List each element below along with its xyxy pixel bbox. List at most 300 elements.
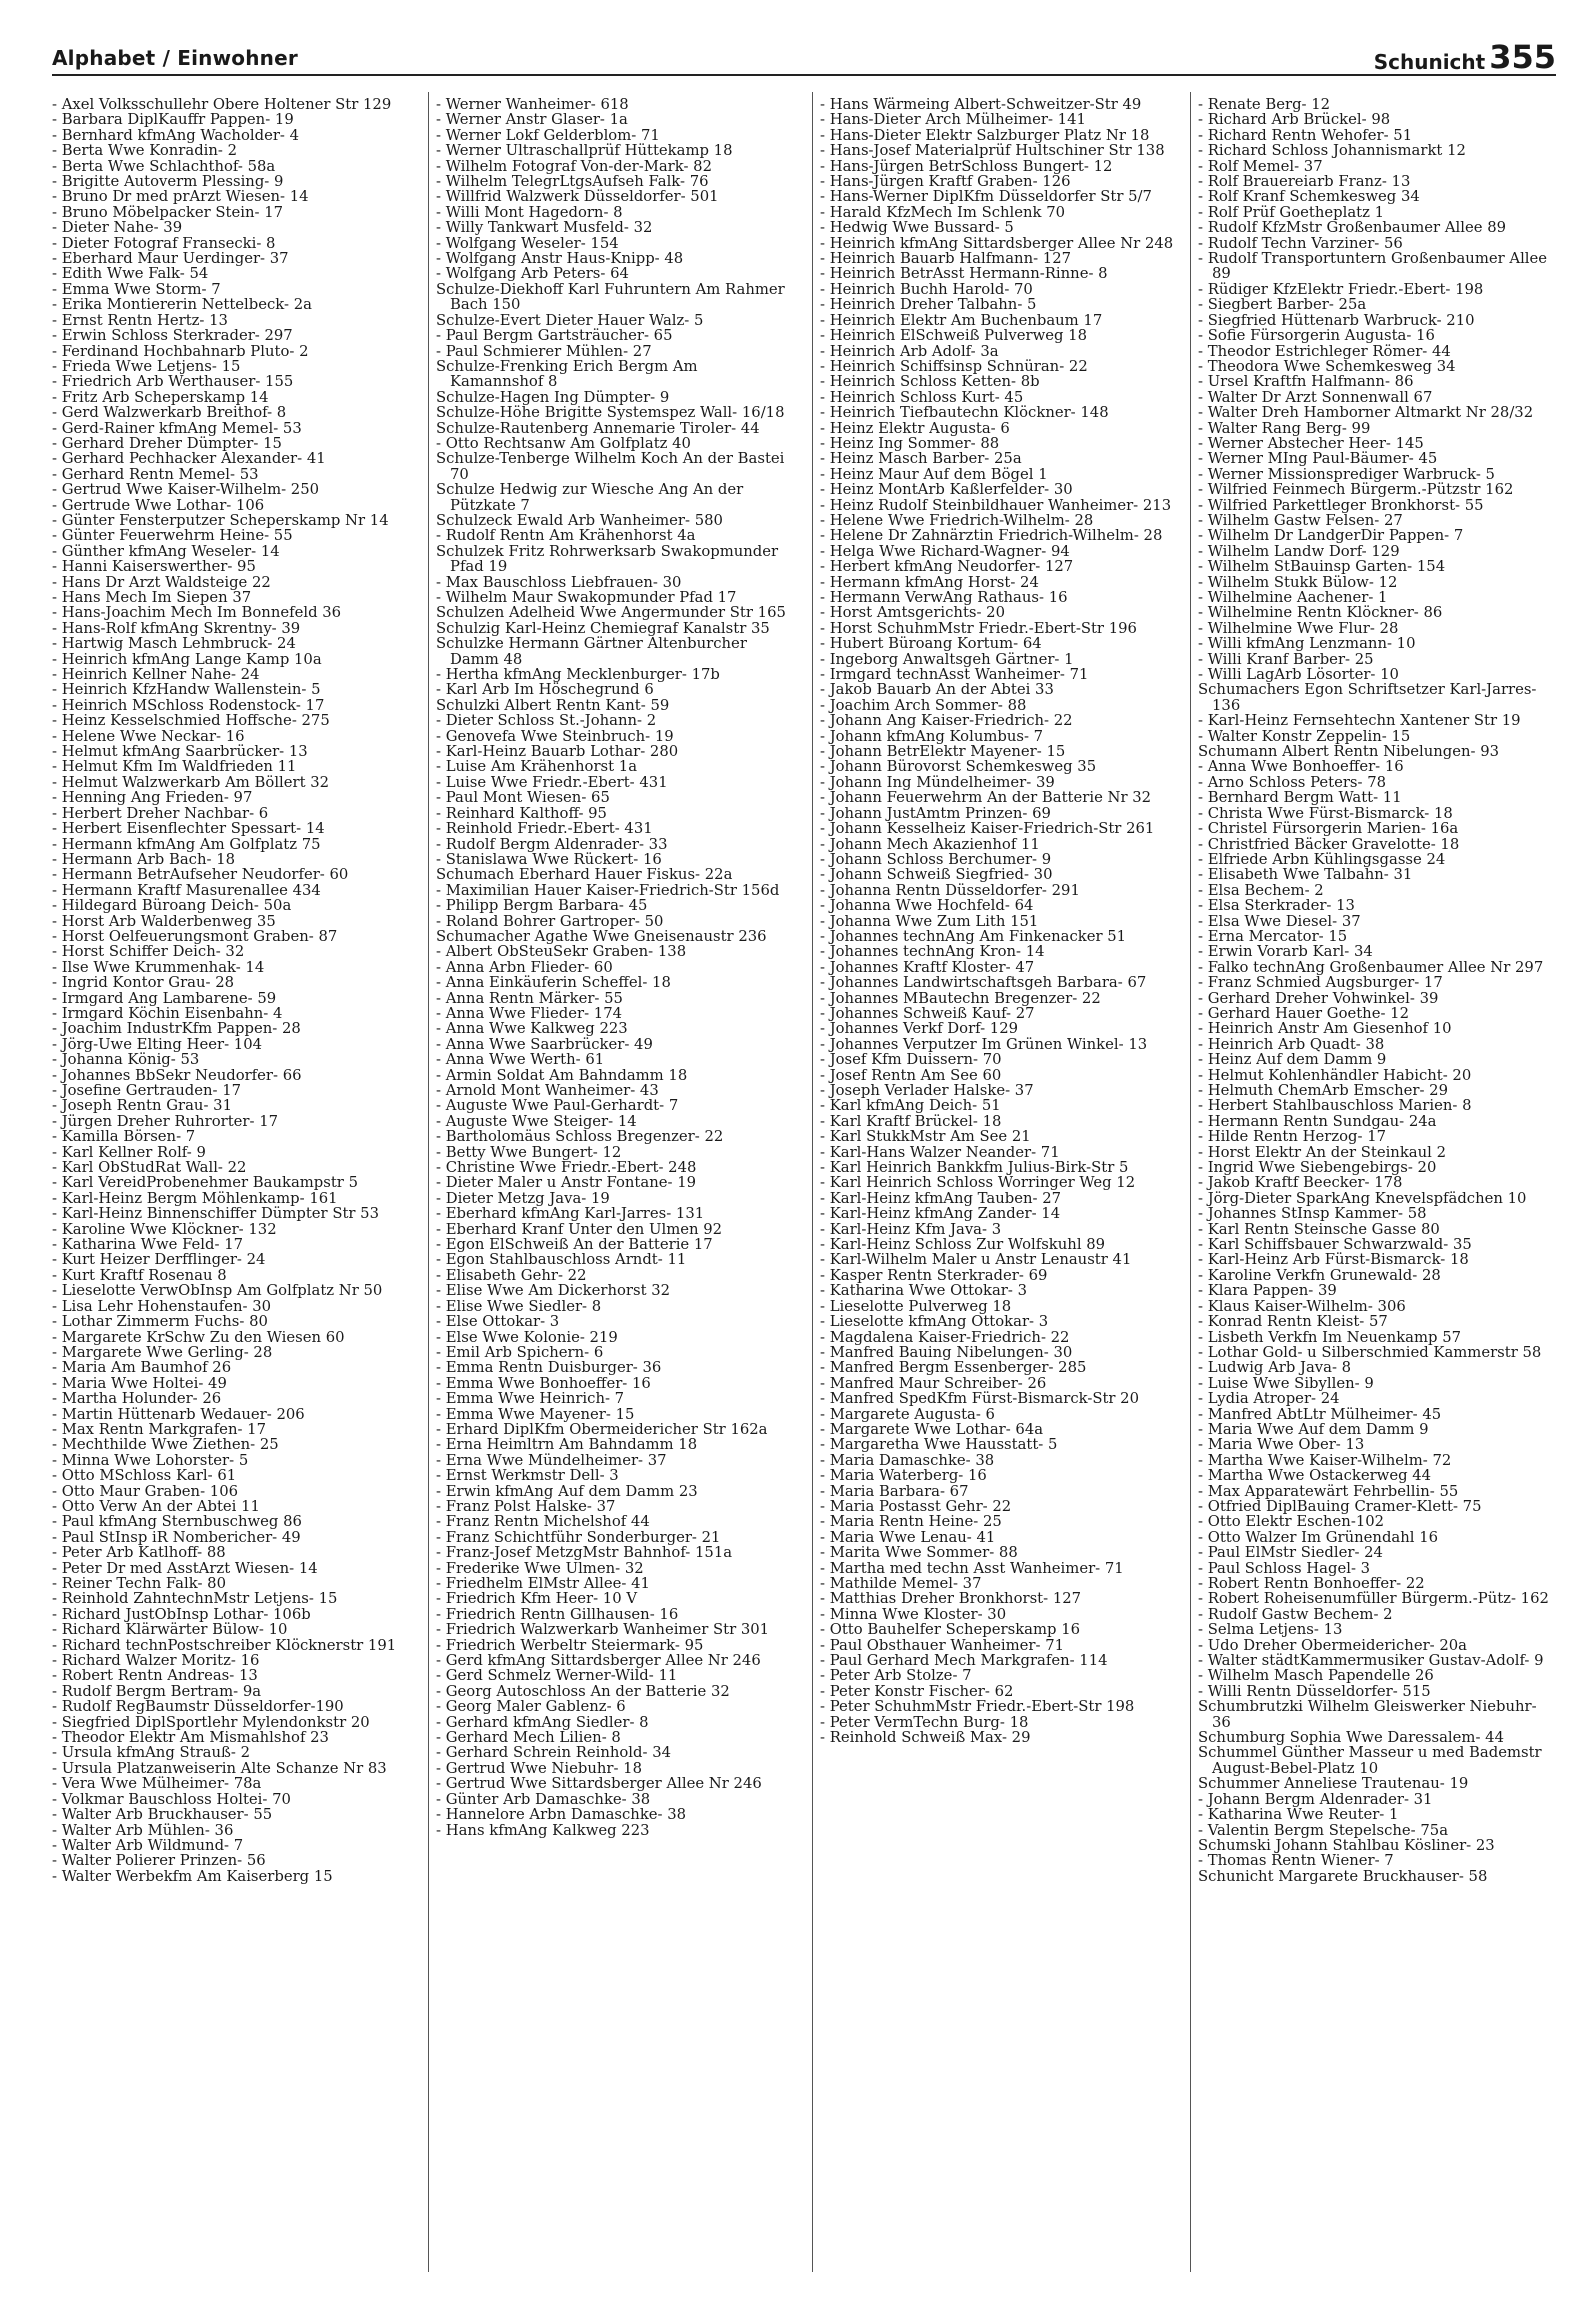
directory-entry: - Willi LagArb Lösorter- 10 (1198, 666, 1399, 684)
directory-entry: - Wilhelm TelegrLtgsAufseh Falk- 76 (436, 173, 709, 191)
directory-entry: - Heinrich Arb Quadt- 38 (1198, 1035, 1385, 1053)
directory-entry: - Emma Wwe Mayener- 15 (436, 1405, 635, 1423)
directory-entry: - Hartwig Masch Lehmbruck- 24 (52, 635, 296, 653)
directory-entry: - Margarete Wwe Gerling- 28 (52, 1343, 273, 1361)
directory-entry: - Rudolf RegBaumstr Düsseldorfer-190 (52, 1698, 344, 1716)
directory-entry: - Willi kfmAng Lenzmann- 10 (1198, 635, 1416, 653)
directory-entry: - Wilhelmine Rentn Klöckner- 86 (1198, 604, 1443, 622)
directory-entry: - Manfred SpedKfm Fürst-Bismarck-Str 20 (820, 1390, 1140, 1408)
directory-entry: - Walter Konstr Zeppelin- 15 (1198, 727, 1411, 745)
directory-entry: - Johann Schweiß Siegfried- 30 (820, 866, 1053, 884)
directory-entry: - Siegfried DiplSportlehr Mylendonkstr 20 (52, 1713, 370, 1731)
directory-entry: - Helmut Kohlenhändler Habicht- 20 (1198, 1066, 1472, 1084)
directory-entry: - Robert Roheisenumfüller Bürgerm.-Pütz- 162 (1198, 1590, 1549, 1608)
directory-entry: - Ingrid Wwe Siebengebirgs- 20 (1198, 1159, 1437, 1177)
directory-entry: - Thomas Rentn Wiener- 7 (1198, 1852, 1394, 1870)
directory-entry: - Hans Wärmeing Albert-Schweitzer-Str 49 (820, 96, 1142, 113)
directory-entry: - Friedrich Walzwerkarb Wanheimer Str 301 (436, 1621, 770, 1639)
directory-column-4 (1198, 97, 1554, 1884)
directory-entry: - Karl StukkMstr Am See 21 (820, 1128, 1031, 1146)
directory-entry: - Ferdinand Hochbahnarb Pluto- 2 (52, 342, 309, 360)
directory-entry: - Ursel Kraftfn Halfmann- 86 (1198, 373, 1414, 391)
directory-entry: - Günter Arb Damaschke- 38 (436, 1790, 651, 1808)
directory-entry: - Lisbeth Verkfn Im Neuenkamp 57 (1198, 1328, 1462, 1346)
directory-entry: - Egon Stahlbauschloss Arndt- 11 (436, 1251, 687, 1269)
directory-entry: - Brigitte Autoverm Plessing- 9 (52, 173, 284, 191)
directory-entry: - Erna Heimltrn Am Bahndamm 18 (436, 1436, 698, 1454)
directory-entry: - Helmuth ChemArb Emscher- 29 (1198, 1082, 1449, 1099)
directory-entry: - Christine Wwe Friedr.-Ebert- 248 (436, 1159, 697, 1177)
directory-entry: - Bartholomäus Schloss Bregenzer- 22 (436, 1128, 724, 1146)
directory-entry: - Rudolf Techn Varziner- 56 (1198, 234, 1403, 252)
directory-entry: - Elise Wwe Am Dickerhorst 32 (436, 1282, 671, 1300)
directory-entry: - Dieter Maler u Anstr Fontane- 19 (436, 1174, 697, 1192)
directory-entry: Schummel Günther Masseur u med Bademstr August-Bebel-Platz 10 (1198, 1744, 1542, 1777)
directory-entry: - Wolfgang Arb Peters- 64 (436, 265, 629, 283)
directory-entry: - Heinrich MSchloss Rodenstock- 17 (52, 696, 325, 714)
running-head-word: Schunicht (1373, 50, 1486, 74)
directory-entry: - Renate Berg- 12 (1198, 96, 1331, 113)
directory-entry: - Hermann kfmAng Horst- 24 (820, 573, 1039, 591)
directory-entry: - Anna Wwe Werth- 61 (436, 1051, 605, 1069)
directory-entry: - Lothar Gold- u Silberschmied Kammerstr 58 (1198, 1343, 1542, 1361)
directory-entry: - Hertha kfmAng Mecklenburger- 17b (436, 666, 720, 684)
directory-entry: - Werner Abstecher Heer- 145 (1198, 434, 1424, 452)
directory-entry: - Roland Bohrer Gartroper- 50 (436, 912, 664, 930)
directory-entry: - Horst Amtsgerichts- 20 (820, 604, 1006, 622)
directory-entry: - Katharina Wwe Feld- 17 (52, 1236, 244, 1254)
directory-entry: - Rüdiger KfzElektr Friedr.-Ebert- 198 (1198, 280, 1484, 298)
directory-entry: - Heinz Elektr Augusta- 6 (820, 419, 1010, 437)
directory-entry: - Mathilde Memel- 37 (820, 1575, 982, 1592)
directory-entry: - Martha Wwe Kaiser-Wilhelm- 72 (1198, 1451, 1452, 1469)
directory-entry: - Luise Wwe Sibyllen- 9 (1198, 1374, 1374, 1392)
directory-entry: - Johann Ang Kaiser-Friedrich- 22 (820, 712, 1073, 730)
directory-entry: - Walter Werbekfm Am Kaiserberg 15 (52, 1867, 333, 1885)
directory-entry: - Max Apparatewärt Fehrbellin- 55 (1198, 1482, 1459, 1500)
directory-entry: - Gertrud Wwe Kaiser-Wilhelm- 250 (52, 481, 320, 499)
directory-entry: - Else Ottokar- 3 (436, 1313, 560, 1331)
directory-entry: - Johanna Wwe Zum Lith 151 (820, 912, 1039, 930)
directory-entry: - Helene Wwe Friedrich-Wilhelm- 28 (820, 511, 1094, 529)
directory-entry: - Rudolf Bergm Bertram- 9a (52, 1682, 262, 1700)
directory-entry: Schulzen Adelheid Wwe Angermunder Str 165 (436, 604, 786, 622)
directory-entry: - Philipp Bergm Barbara- 45 (436, 897, 648, 915)
directory-entry: - Gerhard Mech Lilien- 8 (436, 1729, 621, 1747)
directory-entry: - Maximilian Hauer Kaiser-Friedrich-Str 156d (436, 881, 780, 899)
directory-entry: - Herbert kfmAng Neudorfer- 127 (820, 558, 1074, 576)
directory-entry: - Willi Kranf Barber- 25 (1198, 650, 1374, 668)
directory-entry: - Heinz MontArb Kaßlerfelder- 30 (820, 481, 1073, 499)
directory-entry: - Richard Walzer Moritz- 16 (52, 1652, 260, 1670)
directory-entry: - Maria Postasst Gehr- 22 (820, 1497, 1012, 1515)
directory-entry: - Reinhold ZahntechnMstr Letjens- 15 (52, 1590, 338, 1608)
directory-entry: - Paul Schloss Hagel- 3 (1198, 1559, 1371, 1577)
directory-column-2 (436, 97, 792, 1838)
directory-entry: - Johannes BbSekr Neudorfer- 66 (52, 1066, 302, 1084)
directory-entry: - Karl Schiffsbauer Schwarzwald- 35 (1198, 1236, 1472, 1254)
directory-entry: - Wilhelmine Wwe Flur- 28 (1198, 619, 1399, 637)
directory-entry: - Hans-Jürgen Kraftf Graben- 126 (820, 173, 1071, 191)
directory-entry: - Karl-Wilhelm Maler u Anstr Lenaustr 41 (820, 1251, 1132, 1269)
directory-entry: - Peter Dr med AsstArzt Wiesen- 14 (52, 1559, 318, 1577)
directory-entry: Schulzeck Ewald Arb Wanheimer- 580 (436, 511, 723, 529)
directory-entry: - Elsa Wwe Diesel- 37 (1198, 912, 1361, 930)
directory-entry: - Gertrud Wwe Niebuhr- 18 (436, 1759, 642, 1777)
directory-entry: - Heinrich Schiffsinsp Schnüran- 22 (820, 357, 1088, 375)
directory-entry: - Peter Arb Stolze- 7 (820, 1667, 972, 1685)
directory-entry: - Wilhelm Fotograf Von-der-Mark- 82 (436, 157, 712, 175)
directory-entry: - Anna Rentn Märker- 55 (436, 989, 623, 1007)
directory-entry: - Anna Wwe Bonhoeffer- 16 (1198, 758, 1404, 776)
directory-entry: - Rudolf Bergm Aldenrader- 33 (436, 835, 668, 853)
directory-entry: - Rolf Memel- 37 (1198, 157, 1323, 175)
directory-entry: - Karl Kellner Rolf- 9 (52, 1143, 206, 1161)
directory-entry: - Katharina Wwe Reuter- 1 (1198, 1806, 1399, 1824)
directory-entry: - Wilhelm Masch Papendelle 26 (1198, 1667, 1434, 1685)
directory-entry: - Otto Verw An der Abtei 11 (52, 1497, 260, 1515)
directory-entry: - Martha Holunder- 26 (52, 1390, 222, 1408)
directory-entry: - Martha Wwe Ostackerweg 44 (1198, 1467, 1432, 1485)
directory-entry: - Paul Mont Wiesen- 65 (436, 789, 610, 807)
directory-entry: - Walter Polierer Prinzen- 56 (52, 1852, 266, 1870)
directory-entry: - Rolf Kranf Schemkesweg 34 (1198, 188, 1420, 206)
directory-entry: - Heinrich kfmAng Lange Kamp 10a (52, 650, 322, 668)
directory-entry: - Hans-Jürgen BetrSchloss Bungert- 12 (820, 157, 1113, 175)
directory-entry: - Jürgen Dreher Ruhrorter- 17 (52, 1112, 279, 1130)
directory-entry: - Ilse Wwe Krummenhak- 14 (52, 958, 265, 976)
directory-entry: - Eberhard Kranf Unter den Ulmen 92 (436, 1220, 723, 1238)
directory-entry: - Selma Letjens- 13 (1198, 1621, 1343, 1639)
directory-entry: Schunicht Margarete Bruckhauser- 58 (1198, 1867, 1488, 1885)
directory-entry: - Martin Hüttenarb Wedauer- 206 (52, 1405, 305, 1423)
directory-entry: Schulze-Hagen Ing Dümpter- 9 (436, 388, 670, 406)
directory-entry: - Erna Mercator- 15 (1198, 927, 1348, 945)
directory-entry: - Paul StInsp iR Nombericher- 49 (52, 1528, 301, 1546)
directory-entry: - Hilde Rentn Herzog- 17 (1198, 1128, 1387, 1146)
directory-entry: - Heinrich Dreher Talbahn- 5 (820, 296, 1037, 314)
directory-entry: - Kurt Kraftf Rosenau 8 (52, 1266, 227, 1284)
directory-entry: - Hermann Kraftf Masurenallee 434 (52, 881, 321, 899)
directory-entry: - Dieter Schloss St.-Johann- 2 (436, 712, 657, 730)
directory-entry: - Wilhelm StBauinsp Garten- 154 (1198, 558, 1446, 576)
column-divider (428, 92, 429, 2272)
page-number: 355 (1489, 38, 1556, 76)
directory-entry: - Theodora Wwe Schemkesweg 34 (1198, 357, 1456, 375)
directory-entry: - Johannes technAng Kron- 14 (820, 943, 1045, 961)
directory-entry: - Gerhard Hauer Goethe- 12 (1198, 1004, 1409, 1022)
directory-entry: - Wilhelm Stukk Bülow- 12 (1198, 573, 1398, 591)
directory-entry: - Barbara DiplKauffr Pappen- 19 (52, 111, 294, 129)
directory-entry: - Herbert Eisenflechter Spessart- 14 (52, 820, 325, 838)
directory-entry: - Ludwig Arb Java- 8 (1198, 1359, 1352, 1377)
directory-entry: - Rudolf KfzMstr Großenbaumer Allee 89 (1198, 219, 1507, 237)
directory-entry: - Richard Klärwärter Bülow- 10 (52, 1621, 288, 1639)
directory-entry: - Hildegard Büroang Deich- 50a (52, 897, 292, 915)
directory-entry: - Friedrich Werbeltr Steiermark- 95 (436, 1636, 704, 1654)
directory-entry: - Hanni Kaiserswerther- 95 (52, 558, 256, 576)
column-divider (1190, 92, 1191, 2272)
directory-entry: - Christfried Bäcker Gravelotte- 18 (1198, 835, 1460, 853)
directory-entry: - Lieselotte VerwObInsp Am Golfplatz Nr 50 (52, 1282, 383, 1300)
directory-entry: - Johannes Landwirtschaftsgeh Barbara- 67 (820, 974, 1147, 992)
directory-entry: - Erwin Schloss Sterkrader- 297 (52, 327, 293, 345)
directory-entry: - Bruno Dr med prArzt Wiesen- 14 (52, 188, 309, 206)
directory-entry: - Gerd kfmAng Sittardsberger Allee Nr 246 (436, 1652, 761, 1670)
directory-entry: - Arnold Mont Wanheimer- 43 (436, 1082, 659, 1099)
directory-entry: - Willi Mont Hagedorn- 8 (436, 203, 623, 221)
directory-entry: - Gerhard Schrein Reinhold- 34 (436, 1744, 672, 1762)
directory-entry: - Luise Am Krähenhorst 1a (436, 758, 638, 776)
directory-entry: - Franz Rentn Michelshof 44 (436, 1513, 650, 1531)
directory-column-3 (820, 97, 1176, 1745)
directory-entry: - Margaretha Wwe Hausstatt- 5 (820, 1436, 1058, 1454)
directory-entry: Schumbrutzki Wilhelm Gleiswerker Niebuhr- 36 (1198, 1698, 1537, 1731)
directory-entry: Schulzek Fritz Rohrwerksarb Swakopmunder Pfad 19 (436, 542, 779, 576)
directory-entry: - Joachim Arch Sommer- 88 (820, 696, 1027, 714)
directory-entry: - Emma Wwe Heinrich- 7 (436, 1390, 625, 1408)
directory-entry: - Minna Wwe Lohorster- 5 (52, 1451, 249, 1469)
directory-entry: - Werner Wanheimer- 618 (436, 96, 629, 113)
directory-entry: - Bernhard kfmAng Wacholder- 4 (52, 126, 300, 144)
directory-entry: - Helene Wwe Neckar- 16 (52, 727, 245, 745)
directory-entry: - Heinz Masch Barber- 25a (820, 450, 1022, 468)
directory-entry: - Valentin Bergm Stepelsche- 75a (1198, 1821, 1449, 1839)
directory-entry: - Johann kfmAng Kolumbus- 7 (820, 727, 1044, 745)
directory-entry: - Richard technPostschreiber Klöcknerstr 191 (52, 1636, 397, 1654)
directory-entry: - Maria Wwe Lenau- 41 (820, 1528, 996, 1546)
directory-entry: - Heinrich Anstr Am Giesenhof 10 (1198, 1020, 1452, 1038)
directory-entry: - Horst Arb Walderbenweg 35 (52, 912, 276, 930)
directory-entry: - Willy Tankwart Musfeld- 32 (436, 219, 653, 237)
directory-entry: - Georg Maler Gablenz- 6 (436, 1698, 626, 1716)
directory-entry: - Helmut Walzwerkarb Am Böllert 32 (52, 773, 330, 791)
directory-entry: - Hubert Büroang Kortum- 64 (820, 635, 1042, 653)
directory-entry: - Karl VereidProbenehmer Baukampstr 5 (52, 1174, 359, 1192)
directory-entry: - Siegbert Barber- 25a (1198, 296, 1367, 314)
directory-entry: - Heinz Ing Sommer- 88 (820, 434, 1000, 452)
directory-entry: - Frieda Wwe Letjens- 15 (52, 357, 241, 375)
directory-entry: - Anna Arbn Flieder- 60 (436, 958, 613, 976)
directory-entry: - Wilhelm Landw Dorf- 129 (1198, 542, 1400, 560)
directory-entry: - Kamilla Börsen- 7 (52, 1128, 196, 1146)
directory-entry: - Jörg-Dieter SparkAng Knevelspfädchen 10 (1198, 1189, 1527, 1207)
directory-entry: - Falko technAng Großenbaumer Allee Nr 297 (1198, 958, 1544, 976)
directory-entry: - Heinrich BetrAsst Hermann-Rinne- 8 (820, 265, 1108, 283)
directory-entry: - Otto Walzer Im Grünendahl 16 (1198, 1528, 1439, 1546)
directory-entry: - Stanislawa Wwe Rückert- 16 (436, 850, 662, 868)
directory-entry: Schumann Albert Rentn Nibelungen- 93 (1198, 743, 1500, 761)
directory-entry: - Gerhard Dreher Vohwinkel- 39 (1198, 989, 1439, 1007)
directory-entry: - Eberhard Maur Uerdinger- 37 (52, 250, 289, 268)
directory-entry: - Paul Gerhard Mech Markgrafen- 114 (820, 1652, 1108, 1670)
directory-entry: - Paul kfmAng Sternbuschweg 86 (52, 1513, 302, 1531)
directory-entry: - Else Wwe Kolonie- 219 (436, 1328, 618, 1346)
directory-entry: - Otto Bauhelfer Scheperskamp 16 (820, 1621, 1081, 1639)
directory-entry: - Kasper Rentn Sterkrader- 69 (820, 1266, 1048, 1284)
directory-entry: - Ingeborg Anwaltsgeh Gärtner- 1 (820, 650, 1074, 668)
directory-entry: - Theodor Elektr Am Mismahlshof 23 (52, 1729, 329, 1747)
directory-entry: - Erna Wwe Mündelheimer- 37 (436, 1451, 667, 1469)
directory-entry: - Karl-Heinz Fernsehtechn Xantener Str 19 (1198, 712, 1521, 730)
directory-entry: - Johannes MBautechn Bregenzer- 22 (820, 989, 1101, 1007)
directory-entry: - Matthias Dreher Bronkhorst- 127 (820, 1590, 1082, 1608)
directory-entry: - Hans Mech Im Siepen 37 (52, 589, 252, 606)
directory-entry: - Wolfgang Anstr Haus-Knipp- 48 (436, 250, 684, 268)
directory-entry: - Karoline Verkfn Grunewald- 28 (1198, 1266, 1441, 1284)
directory-entry: - Josef Kfm Duissern- 70 (820, 1051, 1002, 1069)
directory-entry: - Elisabeth Gehr- 22 (436, 1266, 587, 1284)
directory-entry: - Maria Waterberg- 16 (820, 1467, 987, 1485)
directory-entry: - Robert Rentn Bonhoeffer- 22 (1198, 1575, 1425, 1592)
directory-entry: - Johannes StInsp Kammer- 58 (1198, 1205, 1427, 1223)
directory-entry: - Johannes Verputzer Im Grünen Winkel- 13 (820, 1035, 1148, 1053)
directory-entry: - Paul Obsthauer Wanheimer- 71 (820, 1636, 1065, 1654)
directory-entry: - Hans-Joachim Mech Im Bonnefeld 36 (52, 604, 342, 622)
directory-entry: - Friedrich Kfm Heer- 10 V (436, 1590, 638, 1608)
directory-entry: - Helmut Kfm Im Waldfrieden 11 (52, 758, 297, 776)
directory-entry: - Margarete Augusta- 6 (820, 1405, 995, 1423)
directory-entry: - Joseph Rentn Grau- 31 (52, 1097, 232, 1115)
directory-entry: - Johann Mech Akazienhof 11 (820, 835, 1040, 853)
directory-entry: - Johannes Schweiß Kauf- 27 (820, 1004, 1035, 1022)
directory-entry: - Wilhelm Dr LandgerDir Pappen- 7 (1198, 527, 1464, 545)
section-title: Alphabet / Einwohner (52, 46, 298, 70)
directory-entry: - Horst Oelfeuerungsmont Graben- 87 (52, 927, 338, 945)
directory-entry: - Elsa Sterkrader- 13 (1198, 897, 1355, 915)
directory-entry: - Peter Arb Katlhoff- 88 (52, 1544, 226, 1562)
directory-entry: - Bernhard Bergm Watt- 11 (1198, 789, 1402, 807)
directory-entry: - Johannes Kraftf Kloster- 47 (820, 958, 1035, 976)
directory-entry: - Gerd Walzwerkarb Breithof- 8 (52, 404, 287, 422)
directory-entry: - Heinrich Tiefbautechn Klöckner- 148 (820, 404, 1109, 422)
directory-entry: - Gertrud Wwe Sittardsberger Allee Nr 246 (436, 1775, 762, 1793)
directory-entry: - Jakob Bauarb An der Abtei 33 (820, 681, 1054, 699)
directory-entry: - Gerd-Rainer kfmAng Memel- 53 (52, 419, 302, 437)
directory-entry: Schulze-Diekhoff Karl Fuhruntern Am Rahmer Bach 150 (436, 280, 785, 314)
directory-entry: - Axel Volksschullehr Obere Holtener Str 129 (52, 96, 392, 113)
directory-entry: - Herbert Stahlbauschloss Marien- 8 (1198, 1097, 1472, 1115)
directory-entry: - Walter Dreh Hamborner Altmarkt Nr 28/32 (1198, 404, 1534, 422)
directory-entry: - Katharina Wwe Ottokar- 3 (820, 1282, 1027, 1300)
directory-entry: - Udo Dreher Obermeidericher- 20a (1198, 1636, 1468, 1654)
directory-entry: - Horst Elektr An der Steinkaul 2 (1198, 1143, 1447, 1161)
directory-entry: - Wilhelmine Aachener- 1 (1198, 589, 1388, 606)
directory-entry: - Hans-Rolf kfmAng Skrentny- 39 (52, 619, 301, 637)
directory-entry: - Anna Wwe Kalkweg 223 (436, 1020, 628, 1038)
directory-entry: - Günter Feuerwehrm Heine- 55 (52, 527, 293, 545)
directory-entry: - Erhard DiplKfm Obermeidericher Str 162a (436, 1420, 768, 1438)
directory-entry: - Minna Wwe Kloster- 30 (820, 1605, 1007, 1623)
directory-entry: - Rolf Prüf Goetheplatz 1 (1198, 203, 1385, 221)
directory-column-1 (52, 97, 408, 1884)
directory-entry: - Gerd Schmelz Werner-Wild- 11 (436, 1667, 678, 1685)
directory-entry: - Margarete KrSchw Zu den Wiesen 60 (52, 1328, 345, 1346)
directory-entry: - Dieter Fotograf Fransecki- 8 (52, 234, 276, 252)
directory-entry: - Rudolf Rentn Am Krähenhorst 4a (436, 527, 696, 545)
directory-entry: - Franz Schichtführ Sonderburger- 21 (436, 1528, 721, 1546)
column-divider (812, 92, 813, 2272)
directory-entry: - Georg Autoschloss An der Batterie 32 (436, 1682, 730, 1700)
directory-entry: - Johann Kesselheiz Kaiser-Friedrich-Str 261 (820, 820, 1155, 838)
directory-entry: - Günther kfmAng Weseler- 14 (52, 542, 280, 560)
directory-entry: - Maria Damaschke- 38 (820, 1451, 995, 1469)
running-head (1374, 40, 1556, 74)
directory-entry: - Werner Ultraschallprüf Hüttekamp 18 (436, 142, 733, 160)
directory-entry: - Joachim IndustrKfm Pappen- 28 (52, 1020, 301, 1038)
directory-entry: - Max Rentn Markgrafen- 17 (52, 1420, 267, 1438)
directory-entry: - Johanna König- 53 (52, 1051, 200, 1069)
directory-entry: - Egon ElSchweiß An der Batterie 17 (436, 1236, 713, 1254)
directory-entry: - Joseph Verlader Halske- 37 (820, 1082, 1034, 1099)
directory-entry: - Karl-Hans Walzer Neander- 71 (820, 1143, 1060, 1161)
directory-entry: - Werner Anstr Glaser- 1a (436, 111, 628, 129)
directory-entry: - Hans-Josef Materialprüf Hultschiner Str 138 (820, 142, 1165, 160)
directory-entry: - Paul Schmierer Mühlen- 27 (436, 342, 652, 360)
directory-entry: - Johann Bürovorst Schemkesweg 35 (820, 758, 1097, 776)
directory-entry: - Otto MSchloss Karl- 61 (52, 1467, 237, 1485)
directory-entry: - Auguste Wwe Steiger- 14 (436, 1112, 637, 1130)
directory-entry: - Horst Schiffer Deich- 32 (52, 943, 245, 961)
directory-entry: - Margarete Wwe Lothar- 64a (820, 1420, 1044, 1438)
directory-entry: Schummer Anneliese Trautenau- 19 (1198, 1775, 1469, 1793)
directory-entry: - Rudolf Gastw Bechem- 2 (1198, 1605, 1393, 1623)
directory-entry: - Hermann Arb Bach- 18 (52, 850, 236, 868)
directory-entry: - Frederike Wwe Ulmen- 32 (436, 1559, 644, 1577)
directory-entry: - Hans-Dieter Elektr Salzburger Platz Nr 18 (820, 126, 1150, 144)
directory-entry: - Otto Rechtsanw Am Golfplatz 40 (436, 434, 691, 452)
directory-entry: - Hermann Rentn Sundgau- 24a (1198, 1112, 1437, 1130)
directory-entry: - Heinz Auf dem Damm 9 (1198, 1051, 1387, 1069)
directory-entry: - Peter SchuhmMstr Friedr.-Ebert-Str 198 (820, 1698, 1135, 1716)
directory-entry: - Anna Einkäuferin Scheffel- 18 (436, 974, 671, 992)
directory-entry: - Vera Wwe Mülheimer- 78a (52, 1775, 262, 1793)
directory-entry: - Anna Wwe Saarbrücker- 49 (436, 1035, 653, 1053)
directory-entry: - Eberhard kfmAng Karl-Jarres- 131 (436, 1205, 705, 1223)
directory-entry: - Walter Dr Arzt Sonnenwall 67 (1198, 388, 1433, 406)
directory-entry: - Karl-Heinz Kfm Java- 3 (820, 1220, 1002, 1238)
directory-entry: Schumachers Egon Schriftsetzer Karl-Jarres- 136 (1198, 681, 1537, 714)
directory-entry: - Karl-Heinz kfmAng Tauben- 27 (820, 1189, 1062, 1207)
directory-entry: - Ursula Platzanweiserin Alte Schanze Nr 83 (52, 1759, 387, 1777)
directory-entry: Schulze-Tenberge Wilhelm Koch An der Bastei 70 (436, 450, 785, 483)
directory-entry: - Emma Wwe Bonhoeffer- 16 (436, 1374, 651, 1392)
directory-entry: - Manfred Bauing Nibelungen- 30 (820, 1343, 1073, 1361)
directory-entry: - Richard JustObInsp Lothar- 106b (52, 1605, 311, 1623)
directory-entry: - Irmgard Ang Lambarene- 59 (52, 989, 277, 1007)
directory-entry: - Karl Heinrich Bankkfm Julius-Birk-Str 5 (820, 1159, 1129, 1177)
directory-entry: - Heinrich kfmAng Sittardsberger Allee Nr 248 (820, 234, 1174, 252)
directory-entry: - Maria Barbara- 67 (820, 1482, 969, 1500)
directory-entry: - Gerhard Rentn Memel- 53 (52, 465, 259, 483)
directory-entry: - Gerhard Pechhacker Alexander- 41 (52, 450, 326, 468)
directory-entry: - Franz Schmied Augsburger- 17 (1198, 974, 1443, 992)
directory-entry: - Otto Maur Graben- 106 (52, 1482, 239, 1500)
directory-entry: Schumacher Agathe Wwe Gneisenaustr 236 (436, 927, 767, 945)
directory-entry: - Berta Wwe Schlachthof- 58a (52, 157, 276, 175)
directory-entry: - Betty Wwe Bungert- 12 (436, 1143, 622, 1161)
directory-entry: Schulze-Höhe Brigitte Systemspez Wall- 16/18 (436, 404, 785, 422)
directory-entry: - Erika Montiererin Nettelbeck- 2a (52, 296, 312, 314)
directory-entry: - Klaus Kaiser-Wilhelm- 306 (1198, 1297, 1406, 1315)
directory-entry: - Wilfried Feinmech Bürgerm.-Pützstr 162 (1198, 481, 1514, 499)
directory-entry: - Richard Rentn Wehofer- 51 (1198, 126, 1413, 144)
directory-entry: - Max Bauschloss Liebfrauen- 30 (436, 573, 682, 591)
directory-entry: Schulzki Albert Rentn Kant- 59 (436, 696, 670, 714)
directory-entry: - Karl Heinrich Schloss Worringer Weg 12 (820, 1174, 1136, 1192)
directory-entry: - Friedrich Rentn Gillhausen- 16 (436, 1605, 679, 1623)
directory-entry: - Hannelore Arbn Damaschke- 38 (436, 1806, 687, 1824)
